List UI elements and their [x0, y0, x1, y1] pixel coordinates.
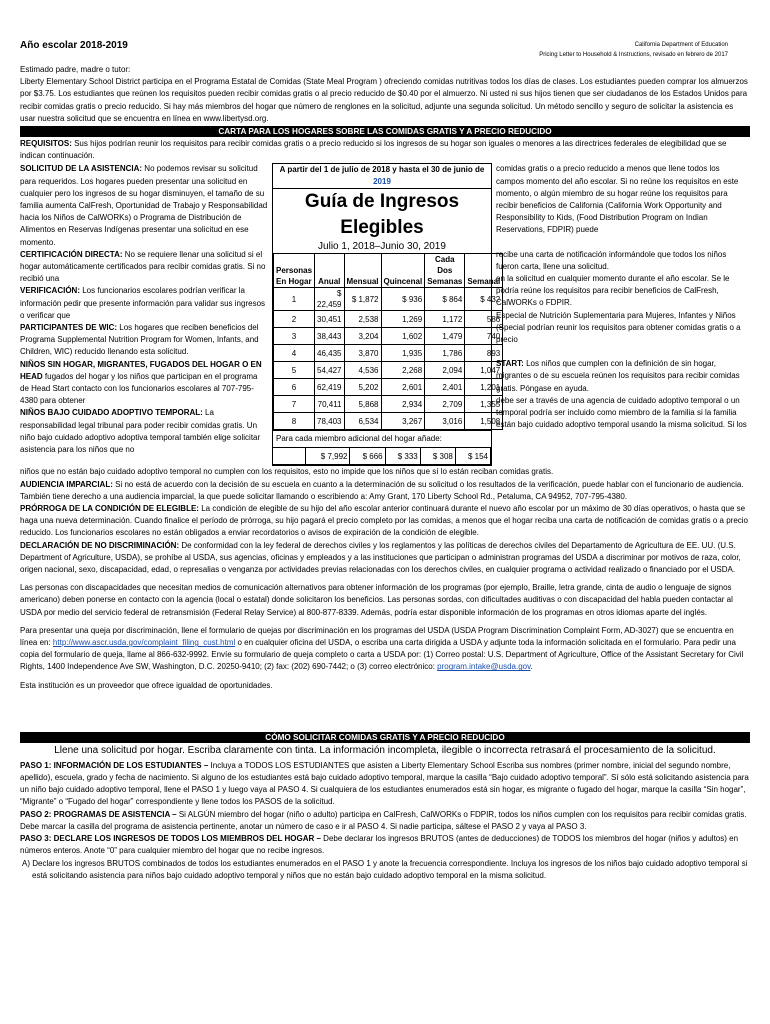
income-table-row — [274, 288, 503, 311]
income-cell: 38,443 — [315, 328, 344, 345]
income-cell: 1,355 — [465, 396, 503, 413]
income-cell: 30,451 — [315, 311, 344, 328]
right-p2: recibe una carta de notificación informándole que todos los niños fueron carta, llene una solicitud. — [496, 249, 727, 271]
income-cell: $ 22,459 — [315, 288, 344, 311]
income-cell: $ 432 — [465, 288, 503, 311]
income-cell: 586 — [465, 311, 503, 328]
right-p4: Especial de Nutrición Suplementaria para Mujeres, Infantes y Niños (Special podrían reunir los requisitos para obtener comidas gratis o a precio — [496, 310, 741, 345]
income-cell: 5,868 — [344, 396, 381, 413]
three-column-area — [20, 163, 750, 466]
income-table-row — [274, 345, 503, 362]
income-cell: $ 1,872 — [344, 288, 381, 311]
right-p3: en la solicitud en cualquier momento durante el año escolar. Se le podría reúne los requisitos para recibir beneficios de CalFresh, CalWORKs o FDPIR. — [496, 274, 730, 308]
household-size-cell: 1 — [274, 288, 315, 311]
queja-text-3: . — [530, 662, 533, 672]
additional-semanal: $ 154 — [455, 448, 490, 465]
igualdad-statement: Esta institución es un proveedor que ofrece igualdad de oportunidades. — [20, 680, 273, 690]
cert-label: CERTIFICACIÓN DIRECTA: — [20, 249, 123, 259]
household-size-cell: 5 — [274, 362, 315, 379]
solicitud-text: No podemos revisar su solicitud para requeridos. Los hogares pueden presentar una solicitud en cualquier pero los ingresos de su hogar disminuyen, el tamaño de su familia aumenta CalFresh, Oportunidad de Trabajo y Responsabilidad hacia los Niños de CalWORKs) o Programa de Distribución de Alimentos en Reservas Indígenas presentar una solicitud en ese momento. — [20, 164, 268, 247]
income-cell: $ 864 — [425, 288, 465, 311]
verif-text: Los funcionarios escolares podrían verificar la información pedir que presente información para validar sus ingresos o verificar que — [20, 286, 266, 320]
income-cell: 1,047 — [465, 362, 503, 379]
income-cell: 1,479 — [425, 328, 465, 345]
additional-member-table — [273, 447, 491, 465]
prorroga-label: PRÓRROGA DE LA CONDICIÓN DE ELEGIBLE: — [20, 504, 199, 514]
income-cell: 62,419 — [315, 379, 344, 396]
audiencia-text: Si no está de acuerdo con la decisión de su escuela en cuanto a la determinación de su solicitud o los resultados de la verificación, puede hablar con el funcionario de audiencia. También tiene derecho a una audiencia imparcial, la que puede solicitar llamando o escribiendo a: Amy Grant, 170 Liberty School Rd., Petaluma, CA 94952, 707-795-4380. — [20, 479, 744, 501]
wic-paragraph — [20, 322, 268, 359]
income-cell: 1,602 — [381, 328, 425, 345]
requisitos-label: REQUISITOS: — [20, 139, 72, 149]
income-table-row — [274, 362, 503, 379]
start-paragraph — [496, 358, 748, 395]
start-label: START: — [496, 359, 524, 369]
right-column — [496, 163, 748, 466]
income-table-row — [274, 396, 503, 413]
paso3-item-a: A) Declare los ingresos BRUTOS combinados de todos los estudiantes enumerados en el PASO 1 y anote la frecuencia correspondiente. Incluya los ingresos de los niños bajo cuidado adoptivo temporal si está solicitando asistencia para niños bajo cuidado adoptivo temporal y niños que no están bajo cuidado adoptivo temporal en la misma solicitud. — [22, 858, 748, 880]
department-name: California Department of Education — [634, 42, 728, 48]
col-header-cada-dos-semanas: Cada Dos Semanas — [425, 254, 465, 288]
requisitos-paragraph — [20, 138, 750, 162]
income-cell: 70,411 — [315, 396, 344, 413]
income-cell: 1,201 — [465, 379, 503, 396]
col-header-personas: Personas En Hogar — [274, 254, 315, 288]
income-cell: 3,016 — [425, 413, 465, 430]
discriminacion-paragraph — [20, 540, 750, 577]
solicitud-paragraph — [20, 163, 268, 248]
income-cell: 2,094 — [425, 362, 465, 379]
income-cell: 2,538 — [344, 311, 381, 328]
discriminacion-text: De conformidad con la ley federal de derechos civiles y los reglamentos y las políticas de derechos civiles del Departamento de Agricultura de EE. UU. (U.S. Department of Agriculture, USDA), se prohíbe al USDA, sus agencias, oficinas y empleados y a las instituciones que participan o administran programas del USDA a discriminar por motivos de raza, color, origen nacional, sexo, discapacidad, edad, o represalias o venganza por actividades previas relacionadas con los derechos civiles, en cualquier programa o actividad realizado o financiado por el USDA. — [20, 540, 741, 575]
household-size-cell: 8 — [274, 413, 315, 430]
start-text: Los niños que cumplen con la definición de sin hogar, migrantes o de su escuela reúnen los requisitos para recibir comidas gratis. Póngase en ayuda. — [496, 359, 740, 393]
income-cell: 1,935 — [381, 345, 425, 362]
household-size-cell: 2 — [274, 311, 315, 328]
income-table — [273, 253, 503, 430]
letter-header — [20, 40, 750, 60]
after-table-text: niños que no están bajo cuidado adoptivo temporal no cumplen con los requisitos, esto no impide que los niños que sí lo están reciban comidas gratis. — [20, 467, 554, 477]
paso1-paragraph — [20, 760, 750, 809]
paso2-label: PASO 2: PROGRAMAS DE ASISTENCIA – — [20, 809, 177, 819]
income-cell: 1,172 — [425, 311, 465, 328]
income-cell: 3,204 — [344, 328, 381, 345]
income-cell: 2,268 — [381, 362, 425, 379]
additional-cada-dos: $ 308 — [420, 448, 455, 465]
greeting: Estimado padre, madre o tutor: — [20, 65, 131, 74]
cert-text: No se requiere llenar una solicitud si el hogar automáticamente certificados para recibir comidas gratis. Si no recibió una — [20, 249, 266, 284]
additional-blank — [273, 448, 306, 465]
section-band-letter: CARTA PARA LOS HOGARES SOBRE LAS COMIDAS GRATIS Y A PRECIO REDUCIDO — [20, 126, 750, 137]
income-cell: 54,427 — [315, 362, 344, 379]
income-cell: 2,601 — [381, 379, 425, 396]
right-p1: comidas gratis o a precio reducido a menos que llene todos los campos momento del año escolar. Si no reúne los requisitos en este momento, o algún miembro de su hogar reúne los requisitos para recibir beneficios de California (California Work Opportunity and Responsibility to Kids, (Food Distribution Program on Indian Reservations, FDPIR) puede — [496, 164, 739, 235]
queja-paragraph — [20, 625, 750, 674]
income-cell: 2,934 — [381, 396, 425, 413]
queja-text-2: o en cualquier oficina del USDA, o escriba una carta dirigida a USDA y adjunte toda la información solicitada en el formulario. Para pedir una copia del formulario de queja, llame al 866-632-9992. Envíe su formulario de queja completo o carta a USDA por: (1) Correo postal: U.S. Department of Agriculture, Office of the Assistant Secretary for Civil Rights, 1400 Independence Ave SW, Washington, D.C. 20250-9410; (2) fax: (202) 690-7442; o (3) correo electrónico: — [20, 638, 744, 672]
income-table-subtitle: Julio 1, 2018–Junio 30, 2019 — [318, 241, 446, 253]
additional-anual: $ 7,992 — [306, 448, 350, 465]
intro-paragraph: Liberty Elementary School District participa en el Programa Estatal de Comidas (State Meal Program ) ofreciendo comidas nutritivas todos los días de clases. Los estudiantes pueden comprar los almuerzos por $3.75. Los estudiantes que reúnen los requisitos pueden recibir comidas gratis o al precio reducido de $0.40 por el almuerzo. Ni usted ni sus hijos tienen que ser ciudadanos de los Estados Unidos para recibir comidas gratis o precio reducido. Si hay más miembros del hogar que número de renglones en la solicitud, adjunte una segunda solicitud. Un método sencillo y seguro de solicitar la asistencia es usar nuestra solicitud que se encuentra en línea en www.libertysd.org. — [20, 77, 748, 123]
solicitud-label: SOLICITUD DE LA ASISTENCIA: — [20, 164, 143, 174]
sinhogar-paragraph — [20, 359, 268, 408]
income-table-row — [274, 311, 503, 328]
paso3-text: Debe declarar los ingresos BRUTOS (antes de deducciones) de TODOS los miembros del hogar (niños y adultos) en números enteros. Anote “0” para cualquier miembro del hogar que no recibe ingresos. — [20, 834, 739, 856]
household-size-cell: 7 — [274, 396, 315, 413]
general-instruction: Llene una solicitud por hogar. Escriba claramente con tinta. La información incompleta, ilegible o incorrecta retrasará el procesamiento de la solicitud. — [54, 744, 716, 756]
adoptivo-paragraph — [20, 407, 268, 456]
paso1-text: Incluya a TODOS LOS ESTUDIANTES que asisten a Liberty Elementary School Escriba sus nombres (primer nombre, inicial del segundo nombre, apellido), escuela, grado y fecha de nacimiento. Si alguno de los estudiantes está bajo cuidado adoptivo temporal, marque la casilla “Bajo cuidado adoptivo temporal”. Sí sólo está solicitando asistencia para un niño bajo cuidado adoptivo temporal, llene el PASO 1 y luego vaya al PASO 4. Si cualquiera de los estudiantes enumerados está sin hogar, es migrante o fugado del hogar, marque la casilla “Sin hogar”, “Migrante” o “Fugado del hogar” correspondiente y llene todos los PASOS de la solicitud. — [20, 760, 749, 807]
income-table-header-row — [274, 254, 503, 288]
paso2-text: Si ALGÚN miembro del hogar (niño o adulto) participa en CalFresh, CalWORKs o FDPIR, todos los niños cumplen con los requisitos para recibir comidas gratis. Debe marcar la casilla del programa de asistencia pertinente, anotar un número de caso e ir al PASO 4. Si nadie participa, sáltese el PASO 2 y vaya al PASO 3. — [20, 809, 747, 831]
col-header-semanal: Semanal — [465, 254, 503, 288]
income-cell: 740 — [465, 328, 503, 345]
paso3-paragraph — [20, 833, 750, 857]
discriminacion-label: DECLARACIÓN DE NO DISCRIMINACIÓN: — [20, 540, 180, 550]
adoptivo-label: NIÑOS BAJO CUIDADO ADOPTIVO TEMPORAL: — [20, 408, 203, 418]
income-table-period — [273, 164, 491, 189]
income-cell: 2,401 — [425, 379, 465, 396]
requisitos-text: Sus hijos podrían reunir los requisitos para recibir comidas gratis o a precio reducido si los ingresos de su hogar son iguales o menores a las directrices federales de elegibilidad que se indican continuación. — [20, 139, 727, 161]
col-header-anual: Anual — [315, 254, 344, 288]
queja-text-1: Para presentar una queja por discriminación, llene el formulario de quejas por discriminación en los programas del USDA (USDA Program Discrimination Complaint Form, AD-3027) que se encuentra en línea en: — [20, 625, 734, 648]
income-cell: 1,508 — [465, 413, 503, 430]
income-table-row — [274, 379, 503, 396]
additional-member-row — [273, 448, 491, 465]
income-cell: $ 936 — [381, 288, 425, 311]
section-band-how-to-apply: CÓMO SOLICITAR COMIDAS GRATIS Y A PRECIO REDUCIDO — [20, 732, 750, 743]
income-table-box — [272, 163, 501, 466]
income-cell: 46,435 — [315, 345, 344, 362]
left-column — [20, 163, 268, 466]
prorroga-paragraph — [20, 503, 750, 540]
income-table-title: Guía de Ingresos Elegibles — [304, 191, 460, 239]
income-cell: 6,534 — [344, 413, 381, 430]
program-intake-email-link[interactable]: program.intake@usda.gov — [437, 662, 531, 672]
prorroga-text: La condición de elegible de su hijo del año escolar anterior continuará durante el nuevo año escolar por un máximo de 30 días operativos, o hasta que se haga una nueva determinación. Cuando finalice el período de prórroga, su hijo pagará el precio completo por las comidas, a menos que el hogar reciba una carta de notificación de comidas gratis o a precio reducido. Los funcionarios escolares no están obligados a enviar recordatorios o avisos de expiración de la condición de elegible. — [20, 504, 748, 538]
instructions-section — [20, 732, 750, 882]
header-right — [539, 40, 728, 60]
household-size-cell: 6 — [274, 379, 315, 396]
household-size-cell: 3 — [274, 328, 315, 345]
additional-member-label: Para cada miembro adicional del hogar añade: — [273, 430, 491, 447]
income-cell: 3,267 — [381, 413, 425, 430]
income-cell: 4,536 — [344, 362, 381, 379]
verif-paragraph — [20, 285, 268, 322]
wic-label: PARTICIPANTES DE WIC: — [20, 323, 118, 333]
sinhogar-text: fugados del hogar y los niños que participan en el programa de Head Start contacto con los funcionarios escolares al 707-795-4380 para obtener — [20, 371, 258, 406]
income-cell: 1,269 — [381, 311, 425, 328]
col-header-quincenal: Quincenal — [381, 254, 425, 288]
audiencia-label: AUDIENCIA IMPARCIAL: — [20, 479, 113, 489]
income-cell: 3,870 — [344, 345, 381, 362]
income-cell: 893 — [465, 345, 503, 362]
income-table-period-year: 2019 — [373, 177, 391, 187]
right-p6: debe ser a través de una agencia de cuidado adoptivo temporal o un temporal podría ser incluido como miembro de la familia si la familia están bajo cuidado adoptivo temporal usando la misma solicitud. Si los — [496, 395, 747, 430]
complaint-form-link[interactable]: http://www.ascr.usda.gov/complaint_filing_cust.html — [52, 638, 236, 648]
col-header-mensual: Mensual — [344, 254, 381, 288]
discapacidad-paragraph: Las personas con discapacidades que necesitan medios de comunicación alternativos para obtener información de los programas (por ejemplo, Braille, letra grande, cinta de audio o lenguaje de signos americano) deben ponerse en contacto con la agencia (local o estatal) donde solicitaron los beneficios. Las personas sordas, con dificultades auditivas o con discapacidad del habla pueden contactar al USDA por medio del servicio federal de retransmisión (Federal Relay Service) al 800-877-8339. Además, podría estar disponible información de los programas en otros idiomas aparte del inglés. — [20, 583, 733, 617]
income-table-period-text: A partir del 1 de julio de 2018 y hasta el 30 de junio de — [279, 165, 485, 175]
page — [20, 40, 750, 882]
paso1-label: PASO 1: INFORMACIÓN DE LOS ESTUDIANTES – — [20, 760, 209, 770]
income-table-row — [274, 328, 503, 345]
paso2-paragraph — [20, 809, 750, 833]
cert-paragraph — [20, 249, 268, 286]
income-cell: 5,202 — [344, 379, 381, 396]
pricing-letter-ref: Pricing Letter to Household & Instructions, revisado en febrero de 2017 — [539, 52, 728, 58]
wic-text: Los hogares que reciben beneficios del Programa Supplemental Nutrition Program for Women, Infants, and Children, WIC) reducido llenando esta solicitud. — [20, 323, 259, 357]
additional-quincenal: $ 333 — [385, 448, 420, 465]
income-cell: 2,709 — [425, 396, 465, 413]
income-cell: 1,786 — [425, 345, 465, 362]
income-table-wrapper — [272, 163, 501, 466]
verif-label: VERIFICACIÓN: — [20, 286, 80, 296]
school-year: Año escolar 2018-2019 — [20, 40, 128, 51]
sinhogar-label: NIÑOS SIN HOGAR, MIGRANTES, FUGADOS DEL HOGAR O EN HEAD — [20, 359, 262, 381]
paso3-label: PASO 3: DECLARE LOS INGRESOS DE TODOS LOS MIEMBROS DEL HOGAR – — [20, 834, 321, 844]
adoptivo-text: La responsabilidad legal tribunal para poder recibir comidas gratis. Un niño bajo cuidado adoptivo adoptiva temporal también elige solicitar asistencia para los niños que no — [20, 408, 261, 455]
household-size-cell: 4 — [274, 345, 315, 362]
additional-mensual: $ 666 — [350, 448, 385, 465]
income-cell: 78,403 — [315, 413, 344, 430]
audiencia-paragraph — [20, 479, 750, 503]
income-table-row — [274, 413, 503, 430]
